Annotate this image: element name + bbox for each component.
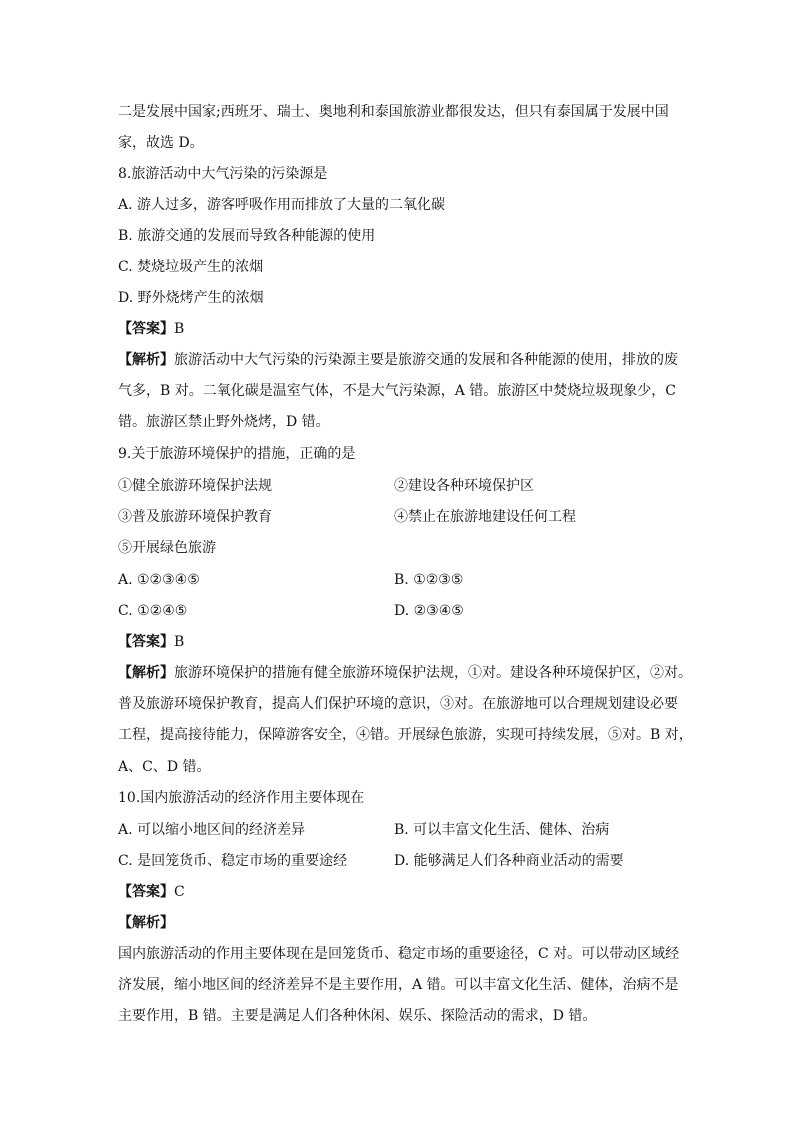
q9-item-4: ④禁止在旅游地建设任何工程 (394, 509, 576, 525)
q10-option-a: A. 可以缩小地区间的经济差异 (118, 822, 306, 838)
q9-item-1: ①健全旅游环境保护法规 (118, 478, 272, 494)
q10-option-d: D. 能够满足人们各种商业活动的需要 (394, 853, 624, 869)
q8-stem: 8.旅游活动中大气污染的污染源是 (118, 166, 328, 182)
q10-analysis-label (118, 913, 174, 933)
q10-option-c: C. 是回笼货币、稳定市场的重要途经 (118, 853, 348, 869)
analysis-label: 【解析】 (118, 915, 174, 931)
answer-label: 【答案】 (118, 321, 174, 337)
q8-option-d: D. 野外烧烤产生的浓烟 (118, 290, 264, 306)
answer-value: B (174, 634, 185, 650)
q10-analysis-line-2: 济发展，缩小地区间的经济差异不是主要作用，A 错。可以丰富文化生活、健体，治病不是 (118, 977, 679, 993)
analysis-label: 【解析】 (118, 352, 174, 368)
q9-analysis-line-4: A、C、D 错。 (118, 759, 211, 775)
q7-explanation-line-1: 二是发展中国家;西班牙、瑞士、奥地利和泰国旅游业都很发达，但只有泰国属于发展中国 (118, 104, 669, 120)
q10-analysis-line-3: 主要作用，B 错。主要是满足人们各种休闲、娱乐、探险活动的需求，D 错。 (118, 1008, 597, 1024)
q9-analysis-line-1 (118, 663, 692, 683)
q7-explanation-line-2: 家，故选 D。 (118, 135, 204, 151)
answer-value: C (174, 884, 185, 900)
q9-item-2: ②建设各种环境保护区 (394, 478, 534, 494)
q8-option-c: C. 焚烧垃圾产生的浓烟 (118, 259, 264, 275)
q10-options-row-1 (118, 820, 610, 840)
q9-items-row-1 (118, 476, 534, 496)
q9-options-row-1 (118, 570, 464, 590)
q8-analysis-line-3: 错。旅游区禁止野外烧烤，D 错。 (118, 414, 330, 430)
q8-option-a: A. 游人过多，游客呼吸作用而排放了大量的二氧化碳 (118, 197, 446, 213)
q8-analysis-line-2: 气多，B 对。二氧化碳是温室气体，不是大气污染源，A 错。旅游区中焚烧垃圾现象少，C (118, 383, 677, 399)
analysis-text: 旅游活动中大气污染的污染源主要是旅游交通的发展和各种能源的使用，排放的废 (174, 352, 678, 368)
q10-options-row-2 (118, 851, 624, 871)
q9-item-5: ⑤开展绿色旅游 (118, 540, 216, 556)
answer-value: B (174, 321, 185, 337)
q9-item-3: ③普及旅游环境保护教育 (118, 509, 272, 525)
q9-option-d: D. ②③④⑤ (394, 603, 464, 619)
q10-stem: 10.国内旅游活动的经济作用主要体现在 (118, 790, 365, 806)
q9-analysis-line-2: 普及旅游环境保护教育，提高人们保护环境的意识，③对。在旅游地可以合理规划建设必要 (118, 696, 678, 712)
q8-option-b: B. 旅游交通的发展而导致各种能源的使用 (118, 228, 376, 244)
q8-answer (118, 319, 184, 339)
q9-option-b: B. ①②③⑤ (394, 572, 464, 588)
q9-stem: 9.关于旅游环境保护的措施，正确的是 (118, 446, 356, 462)
q10-answer (118, 882, 185, 902)
answer-label: 【答案】 (118, 884, 174, 900)
q10-analysis-line-1: 国内旅游活动的作用主要体现在是回笼货币、稳定市场的重要途径，C 对。可以带动区域经 (118, 946, 680, 962)
answer-label: 【答案】 (118, 634, 174, 650)
q8-analysis-line-1 (118, 350, 678, 370)
q9-answer (118, 632, 184, 652)
q9-options-row-2 (118, 601, 464, 621)
q9-option-c: C. ①②④⑤ (118, 603, 188, 619)
q9-items-row-2 (118, 507, 576, 527)
q9-option-a: A. ①②③④⑤ (118, 572, 200, 588)
q10-option-b: B. 可以丰富文化生活、健体、治病 (394, 822, 610, 838)
q9-analysis-line-3: 工程，提高接待能力，保障游客安全，④错。开展绿色旅游，实现可持续发展，⑤对。B 对， (118, 727, 693, 743)
analysis-text: 旅游环境保护的措施有健全旅游环境保护法规，①对。建设各种环境保护区，②对。 (174, 665, 692, 681)
analysis-label: 【解析】 (118, 665, 174, 681)
